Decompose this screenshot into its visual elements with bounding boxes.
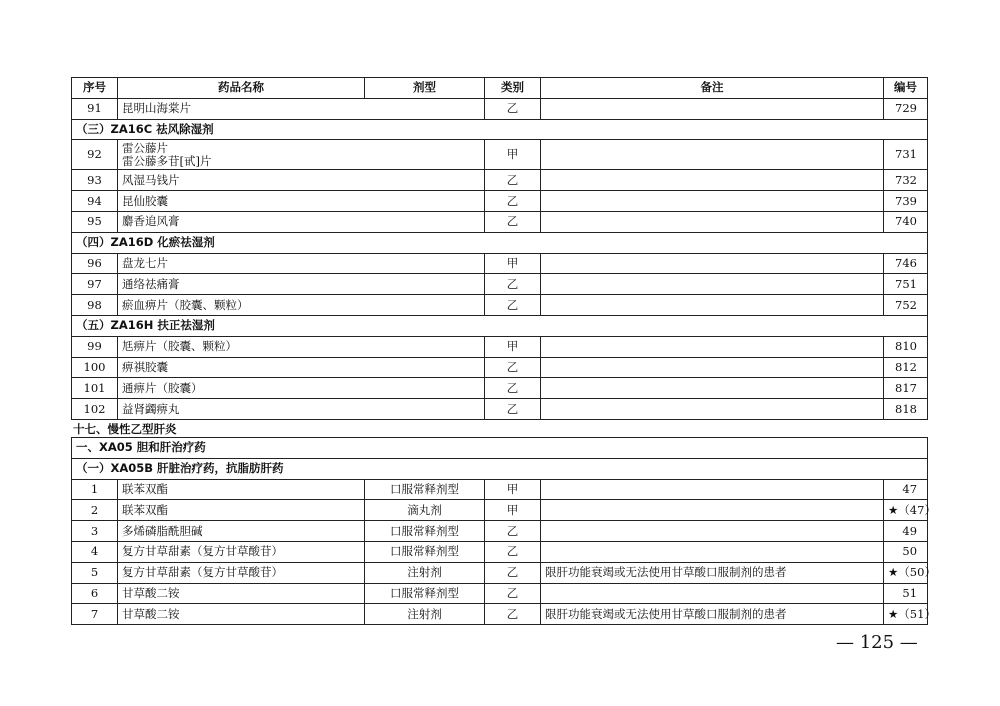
header-no: 序号 xyxy=(72,78,118,99)
row-code: 49 xyxy=(884,521,928,542)
row-note xyxy=(541,336,884,357)
subject-heading: 十七、慢性乙型肝炎 xyxy=(73,422,177,436)
row-no: 101 xyxy=(72,378,118,399)
row-no: 97 xyxy=(72,274,118,295)
row-code: 812 xyxy=(884,357,928,378)
row-no: 93 xyxy=(72,170,118,191)
header-name: 药品名称 xyxy=(118,78,365,99)
row-name: 多烯磷脂酰胆碱 xyxy=(118,521,365,542)
row-no: 102 xyxy=(72,399,118,420)
header-form: 剂型 xyxy=(365,78,485,99)
table-row xyxy=(72,521,928,542)
row-no: 95 xyxy=(72,211,118,232)
table-row xyxy=(72,562,928,583)
table-row xyxy=(72,295,928,316)
row-note: 限肝功能衰竭或无法使用甘草酸口服制剂的患者 xyxy=(541,562,884,583)
row-no: 91 xyxy=(72,98,118,119)
section-row xyxy=(72,458,928,479)
row-note xyxy=(541,170,884,191)
row-form: 滴丸剂 xyxy=(365,500,485,521)
section-row xyxy=(72,438,928,459)
table-row xyxy=(72,336,928,357)
row-note xyxy=(541,378,884,399)
row-no: 7 xyxy=(72,604,118,625)
table-row xyxy=(72,357,928,378)
row-name: 甘草酸二铵 xyxy=(118,604,365,625)
table-row xyxy=(72,541,928,562)
row-name: 联苯双酯 xyxy=(118,479,365,500)
row-name: 麝香追风膏 xyxy=(118,211,485,232)
row-category: 乙 xyxy=(485,274,541,295)
row-category: 甲 xyxy=(485,253,541,274)
row-category: 乙 xyxy=(485,357,541,378)
row-name: 尪痹片（胶囊、颗粒） xyxy=(118,336,485,357)
table-row xyxy=(72,479,928,500)
row-code: 50 xyxy=(884,541,928,562)
row-name: 痹祺胶囊 xyxy=(118,357,485,378)
table-row xyxy=(72,274,928,295)
row-note xyxy=(541,399,884,420)
table-row xyxy=(72,140,928,170)
header-note: 备注 xyxy=(541,78,884,99)
page-number: — 125 — xyxy=(836,632,918,653)
row-form: 口服常释剂型 xyxy=(365,583,485,604)
row-category: 乙 xyxy=(485,378,541,399)
header-category: 类别 xyxy=(485,78,541,99)
row-no: 100 xyxy=(72,357,118,378)
row-code: 731 xyxy=(884,140,928,170)
row-note xyxy=(541,140,884,170)
row-form: 注射剂 xyxy=(365,604,485,625)
row-category: 乙 xyxy=(485,211,541,232)
drug-table-continued xyxy=(71,77,928,420)
row-name: 昆仙胶囊 xyxy=(118,191,485,212)
row-category: 乙 xyxy=(485,295,541,316)
row-no: 99 xyxy=(72,336,118,357)
table-row xyxy=(72,378,928,399)
table-row xyxy=(72,211,928,232)
row-name: 盘龙七片 xyxy=(118,253,485,274)
row-code: 810 xyxy=(884,336,928,357)
row-code: 51 xyxy=(884,583,928,604)
row-note xyxy=(541,98,884,119)
row-note: 限肝功能衰竭或无法使用甘草酸口服制剂的患者 xyxy=(541,604,884,625)
row-code: 818 xyxy=(884,399,928,420)
row-category: 乙 xyxy=(485,604,541,625)
row-name: 益肾蠲痹丸 xyxy=(118,399,485,420)
row-no: 4 xyxy=(72,541,118,562)
row-note xyxy=(541,500,884,521)
row-name: 甘草酸二铵 xyxy=(118,583,365,604)
row-name: 通络祛痛膏 xyxy=(118,274,485,295)
row-name: 复方甘草甜素（复方甘草酸苷） xyxy=(118,541,365,562)
section-title: 一、XA05 胆和肝治疗药 xyxy=(72,438,928,459)
section-row xyxy=(72,315,928,336)
row-code: ★（51） xyxy=(884,604,928,625)
row-category: 乙 xyxy=(485,170,541,191)
row-note xyxy=(541,521,884,542)
row-category: 乙 xyxy=(485,541,541,562)
row-name: 风湿马钱片 xyxy=(118,170,485,191)
table-row xyxy=(72,253,928,274)
row-category: 乙 xyxy=(485,98,541,119)
row-no: 5 xyxy=(72,562,118,583)
section-row xyxy=(72,119,928,140)
row-code: 746 xyxy=(884,253,928,274)
row-name xyxy=(118,140,485,170)
row-no: 6 xyxy=(72,583,118,604)
table-row xyxy=(72,500,928,521)
row-category: 乙 xyxy=(485,399,541,420)
row-note xyxy=(541,583,884,604)
header-code: 编号 xyxy=(884,78,928,99)
table-row xyxy=(72,191,928,212)
table-row xyxy=(72,399,928,420)
row-category: 甲 xyxy=(485,336,541,357)
row-code: 47 xyxy=(884,479,928,500)
row-code: 752 xyxy=(884,295,928,316)
row-name: 通痹片（胶囊） xyxy=(118,378,485,399)
row-code: 751 xyxy=(884,274,928,295)
section-row xyxy=(72,232,928,253)
row-no: 92 xyxy=(72,140,118,170)
row-note xyxy=(541,295,884,316)
row-category: 乙 xyxy=(485,191,541,212)
row-no: 1 xyxy=(72,479,118,500)
table-row xyxy=(72,98,928,119)
section-title: （一）XA05B 肝脏治疗药，抗脂肪肝药 xyxy=(72,458,928,479)
table-row xyxy=(72,604,928,625)
row-code: ★（47） xyxy=(884,500,928,521)
row-form: 口服常释剂型 xyxy=(365,479,485,500)
drug-table-hepatitis xyxy=(71,437,936,625)
row-form: 口服常释剂型 xyxy=(365,541,485,562)
row-code: 732 xyxy=(884,170,928,191)
row-note xyxy=(541,479,884,500)
row-code: 817 xyxy=(884,378,928,399)
row-code: 739 xyxy=(884,191,928,212)
table-header-row xyxy=(72,78,928,99)
row-code: 729 xyxy=(884,98,928,119)
row-category: 乙 xyxy=(485,562,541,583)
row-note xyxy=(541,541,884,562)
row-code: 740 xyxy=(884,211,928,232)
section-title: （五）ZA16H 扶正祛湿剂 xyxy=(72,315,928,336)
section-title: （四）ZA16D 化瘀祛湿剂 xyxy=(72,232,928,253)
row-note xyxy=(541,191,884,212)
row-no: 2 xyxy=(72,500,118,521)
row-category: 甲 xyxy=(485,140,541,170)
table-row xyxy=(72,170,928,191)
row-no: 94 xyxy=(72,191,118,212)
row-form: 口服常释剂型 xyxy=(365,521,485,542)
row-name: 复方甘草甜素（复方甘草酸苷） xyxy=(118,562,365,583)
row-name-line: 雷公藤片 xyxy=(122,141,168,156)
row-note xyxy=(541,211,884,232)
row-code: ★（50） xyxy=(884,562,928,583)
section-title: （三）ZA16C 祛风除湿剂 xyxy=(72,119,928,140)
row-category: 乙 xyxy=(485,583,541,604)
row-no: 98 xyxy=(72,295,118,316)
row-category: 乙 xyxy=(485,521,541,542)
row-category: 甲 xyxy=(485,500,541,521)
row-no: 96 xyxy=(72,253,118,274)
row-name: 昆明山海棠片 xyxy=(118,98,485,119)
row-note xyxy=(541,253,884,274)
row-name: 联苯双酯 xyxy=(118,500,365,521)
row-note xyxy=(541,357,884,378)
row-name: 瘀血痹片（胶囊、颗粒） xyxy=(118,295,485,316)
table-row xyxy=(72,583,928,604)
row-note xyxy=(541,274,884,295)
row-form: 注射剂 xyxy=(365,562,485,583)
row-category: 甲 xyxy=(485,479,541,500)
row-name-line: 雷公藤多苷[甙]片 xyxy=(122,153,212,168)
row-no: 3 xyxy=(72,521,118,542)
